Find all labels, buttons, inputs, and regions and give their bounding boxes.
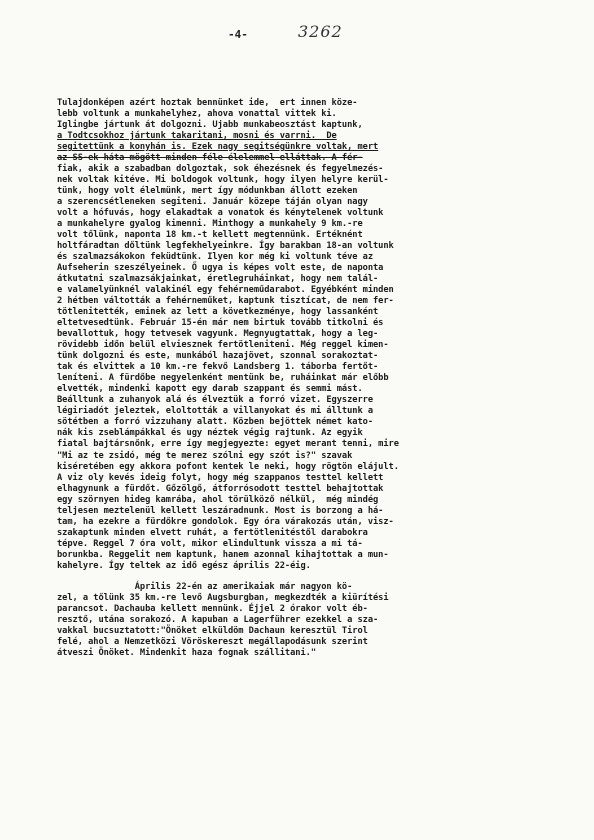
text-line: kiséretében egy akkora pofont kentek le neki, hogy rögtön elájult.: [57, 461, 399, 472]
text-line: Tulajdonképen azért hoztak bennünket ide, ert innen köze-: [57, 98, 358, 108]
text-line: leníteni. A fürdőbe negyelenként mentünk be, ruháinkat már előbb: [57, 373, 389, 384]
text-line: volt tőlünk, naponta 18 km.-t kellett megtennünk. Ertéknént: [57, 230, 363, 241]
text-line: kahelyre. Így teltek az idő egész április 22-éig.: [57, 560, 311, 571]
document-body: [57, 98, 552, 659]
text-line: Aufseherin szeszélyeinek. Ő ugya is képes volt este, de naponta: [57, 263, 384, 274]
text-line: borunkba. Reggelit nem kaptunk, hanem azonnal kihajtottak a mun-: [57, 549, 389, 560]
text-line: rövidebb időn belül elviesznek fertötleniteni. Még reggel kimen-: [57, 340, 389, 351]
text-line: teljesen meztelenül kellett leszáradnunk. Most is borzong a há-: [57, 505, 384, 516]
text-line: elhagynunk a fürdőt. Gőzölgő, átforrósodott testtel behajtottak: [57, 483, 384, 494]
text-line: légiriadót jeleztek, eloltották a villanyokat és mi álltunk a: [57, 406, 374, 417]
text-line: resztő, utána sorakozó. A kapuban a Lagerführer ezekkel a sza-: [57, 614, 379, 625]
paragraph-gap: [57, 572, 552, 582]
text-line: Beálltunk a zuhanyok alá és élveztük a forró vizet. Egyszerre: [57, 395, 374, 406]
text-line: sötétben a forró vizzuhany alatt. Közben bejöttek német kato-: [57, 417, 374, 428]
text-line: tak és elvittek a 10 km.-re fekvő Landsberg 1. táborba fertőt-: [57, 362, 379, 373]
text-line: átkutatni szalmazsákjainkat, éretlegruháinkat, hogy nem talál-: [57, 274, 379, 285]
text-line: felé, ahol a Nemzetközi Vöröskereszt megállapodásunk szerint: [57, 636, 368, 647]
text-line: tünk, hogy volt élelmünk, mert így módunkban állott ezeken: [57, 186, 358, 197]
text-line: az SS-ek háta mögött minden féle élelemmel elláttak. A fér-: [57, 153, 363, 164]
text-line: eltetvesedtünk. Február 15-én már nem birtuk tovább titkolni és: [57, 318, 384, 329]
text-line: fiak, akik a szabadban dolgoztak, sok éhezésnek és fegyelmezés-: [57, 164, 384, 175]
text-line: fiatal bajtársnőnk, erre így megjegyezte: egyet merant tenni, mire: [57, 439, 399, 450]
page-number: -4-: [228, 28, 248, 41]
text-line: Április 22-én az amerikaiak már nagyon kö-: [57, 581, 353, 592]
text-line: zel, a tőlünk 35 km.-re levő Augsburgban, megkezdték a kiürítési: [57, 592, 389, 603]
text-line: holtfáradtan dőltünk legfekhelyeinkre. Így barakban 18-an voltunk: [57, 241, 394, 252]
text-line: szakaptunk minden elvett ruhát, a fertötlenitéstől darabokra: [57, 527, 368, 538]
text-line: tépve. Reggel 7 óra volt, mikor elindultunk vissza a mi tá-: [57, 538, 363, 549]
text-line: "Mi az te zsidó, még te merez szólni egy szót is?" szavak: [57, 450, 353, 461]
handwritten-archive-number: 3262: [298, 22, 343, 41]
text-line: tötlenitették, eminek az lett a következménye, hogy lassanként: [57, 307, 379, 318]
text-line: a Todtcsokhoz jártunk takaritani, mosni és varrni. De: [57, 131, 337, 142]
text-line: bevallottuk, hogy tetvesek vagyunk. Megnyugtattak, hogy a leg-: [57, 329, 379, 340]
text-line: a munkahelyre gyalog kimenni. Minthogy a munkahely 9 km.-re: [57, 219, 363, 230]
page-header: [0, 22, 594, 52]
text-line: A viz oly kevés ideig folyt, hogy még szappanos testtel kellett: [57, 472, 384, 483]
text-line: tam, ha ezekre a fürdőkre gondolok. Egy óra várakozás után, visz-: [57, 516, 394, 527]
text-line: tünk dolgozni és este, munkából hazajövet, szonnal sorakoztat-: [57, 351, 379, 362]
text-line: nek voltak kitéve. Mi boldogok voltunk, hogy ilyen helyre kerül-: [57, 175, 389, 186]
text-line: átveszi Önöket. Mindenkit haza fognak szállitani.": [57, 647, 317, 658]
text-line: elvették, mindenki kapott egy darab szappant és semmi mást.: [57, 384, 363, 395]
text-line: 2 hétben váltották a fehérneműket, kaptunk tisztícat, de nem fer-: [57, 296, 394, 307]
text-line: Iglingbe jártunk át dolgozni. Ujabb munkabeosztást kaptunk,: [57, 120, 363, 131]
text-line: segitettünk a konyhán is. Ezek nagy segitségünkre voltak, mert: [57, 142, 379, 153]
text-line: lebb voltunk a munkahelyhez, ahova vonattal vittek ki.: [57, 109, 337, 120]
text-line: a szerencsétleneken segiteni. Január közepe táján olyan nagy: [57, 197, 368, 208]
text-line: egy szörnyen hideg kamrába, ahol törülköző nélkül, még mindég: [57, 494, 379, 505]
text-line: e valamelyünknél valakinél egy fehérneműdarabot. Egyébként minden: [57, 285, 394, 296]
text-line: parancsot. Dachauba kellett mennünk. Éjjel 2 órakor volt éb-: [57, 603, 368, 614]
text-line: vakkal bucsuztatott:"Önöket elküldöm Dachaun keresztül Tirol: [57, 625, 368, 636]
text-line: és szalmazsákokon feküdtünk. Ilyen kor még ki voltunk téve az: [57, 252, 374, 263]
text-line: volt a hófuvás, hogy elakadtak a vonatok és kénytelenek voltunk: [57, 208, 384, 219]
text-line: nák kis zseblámpákkal és ugy néztek végig rajtunk. Az egyik: [57, 428, 363, 439]
